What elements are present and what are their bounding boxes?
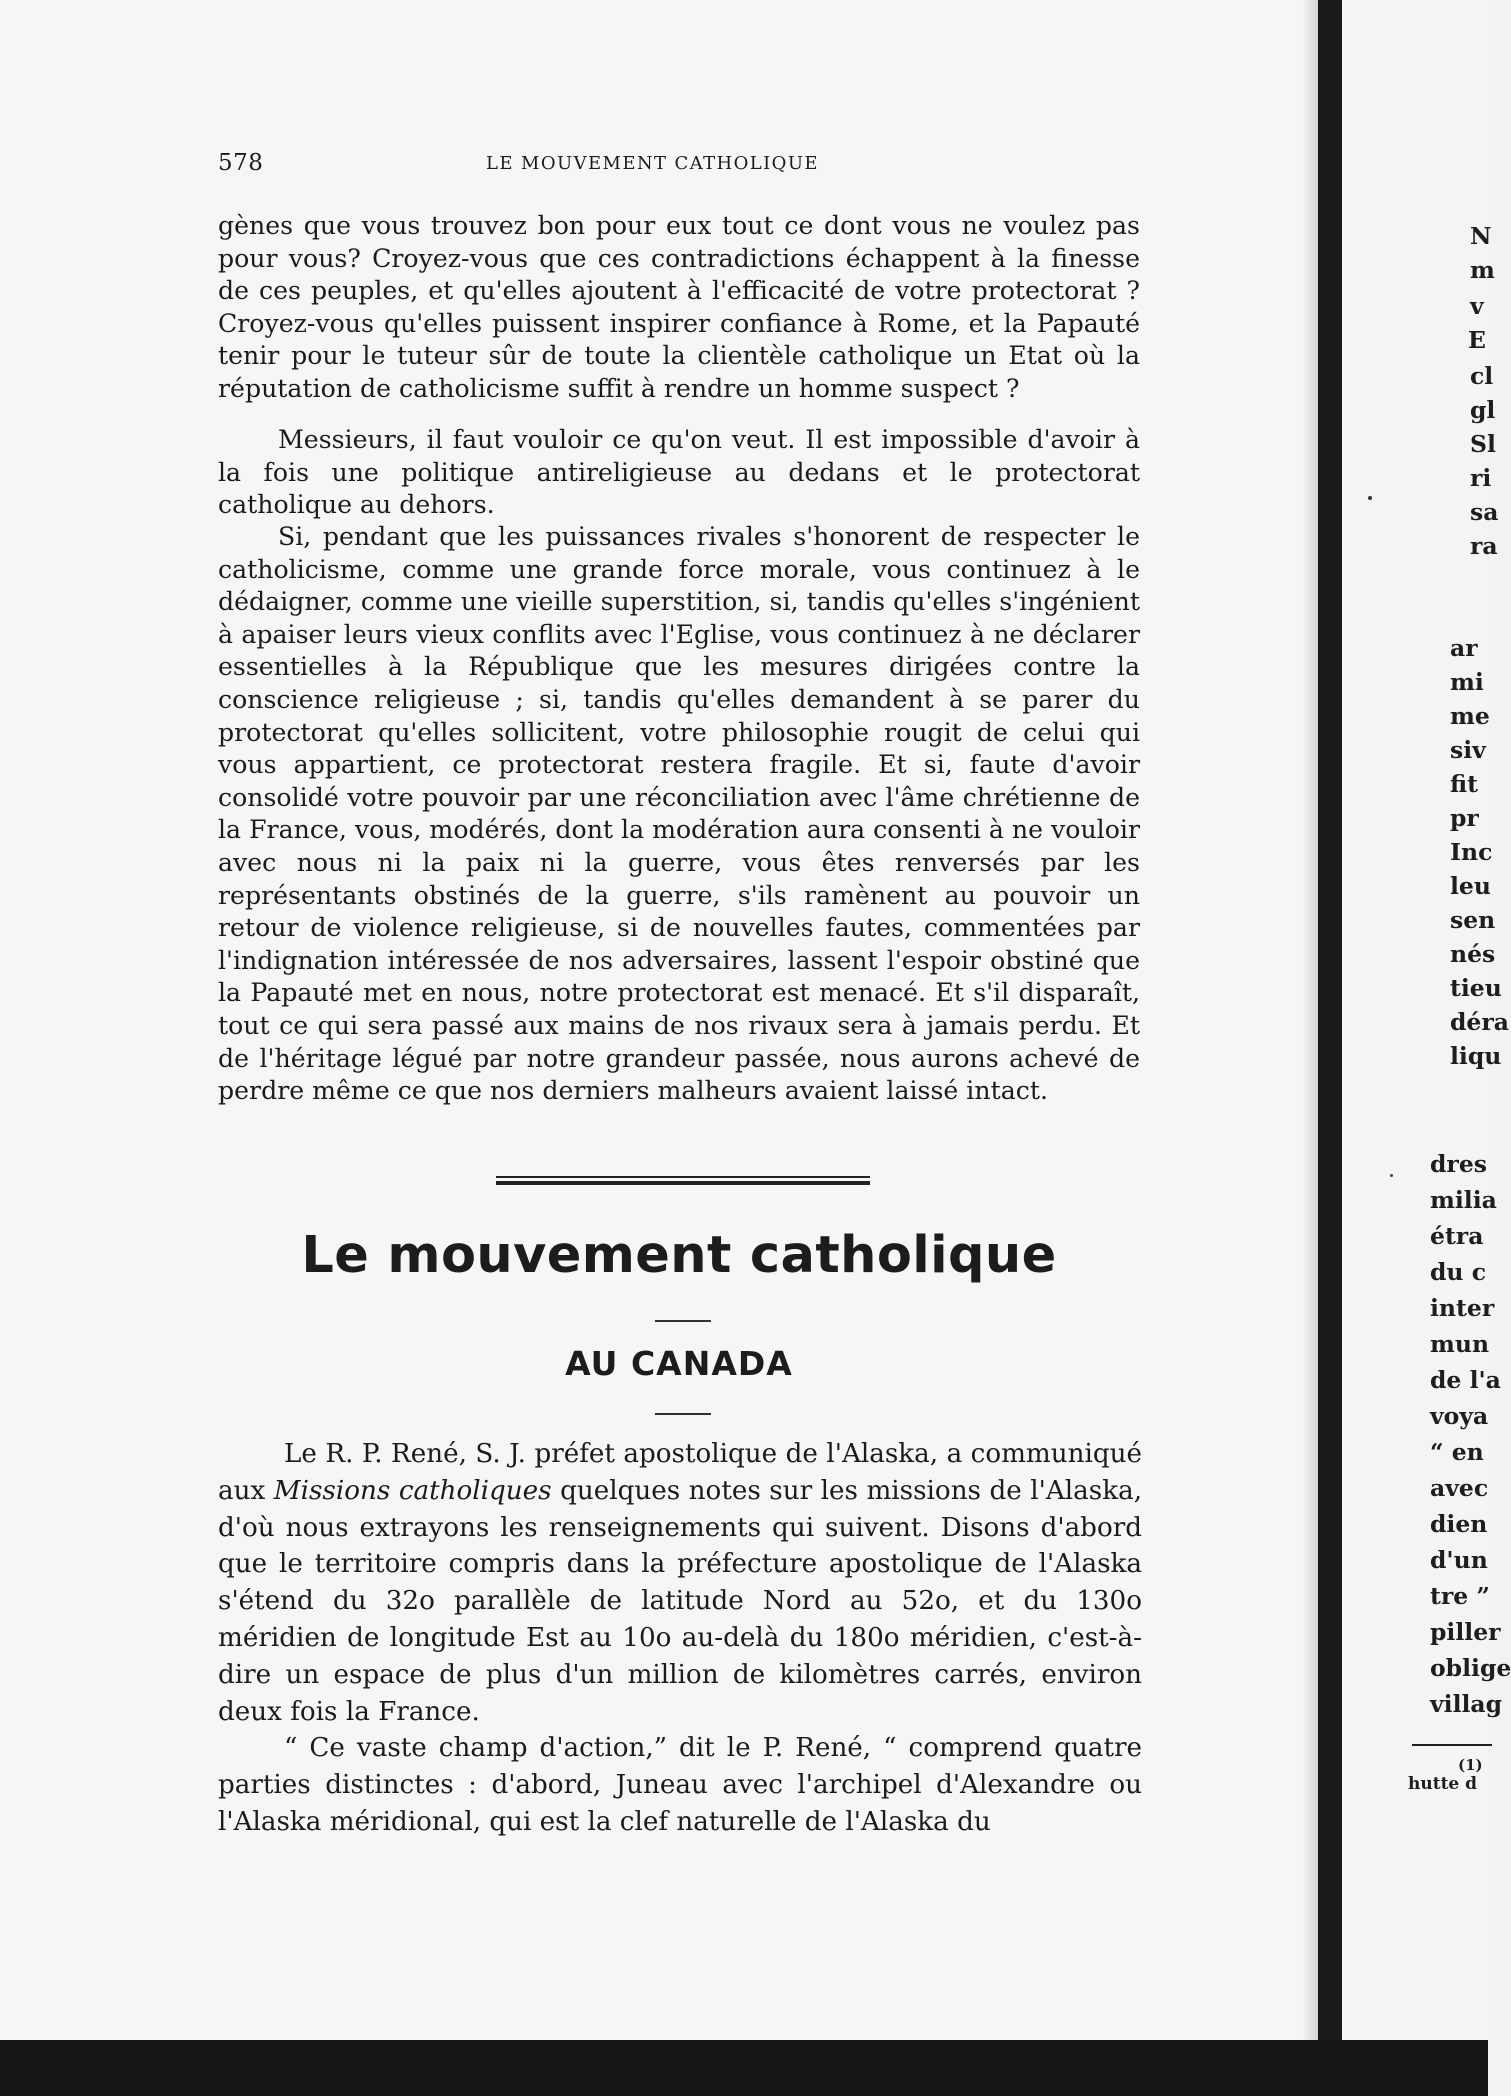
section-paragraph [218, 1436, 1142, 1730]
facing-fragment: m [1470, 256, 1495, 284]
facing-fragment: ra [1470, 532, 1498, 560]
running-title: LE MOUVEMENT CATHOLIQUE [486, 153, 819, 174]
facing-fragment: étra [1430, 1222, 1484, 1250]
facing-fragment: piller [1430, 1618, 1501, 1646]
facing-fragment: gl [1470, 396, 1496, 424]
running-head [218, 150, 1138, 184]
facing-fragment: Sl [1470, 430, 1496, 458]
scan-bottom-edge [0, 2040, 1488, 2096]
facing-fragment: Inc [1450, 838, 1493, 866]
facing-fragment: pr [1450, 804, 1479, 832]
print-speck [1368, 496, 1372, 500]
section-subtitle: AU CANADA [565, 1344, 793, 1383]
facing-page [1342, 0, 1511, 2060]
facing-fragment: déra [1450, 1008, 1509, 1036]
facing-fragment: mun [1430, 1330, 1490, 1358]
paragraph-text: Le R. P. René, S. J. préfet apostolique de l'Alaska, a communiqué aux [218, 1439, 1142, 1506]
facing-fragment: fit [1450, 770, 1478, 798]
subtitle-rule [655, 1413, 711, 1415]
facing-fragment: villag [1430, 1690, 1503, 1718]
page-curl-shadow [1303, 0, 1319, 2060]
facing-fragment: sen [1450, 906, 1496, 934]
facing-fragment: milia [1430, 1186, 1497, 1214]
facing-fragment: voya [1430, 1402, 1489, 1430]
facing-fragment: avec [1430, 1474, 1489, 1502]
facing-fragment: tieu [1450, 974, 1502, 1002]
facing-fragment: me [1450, 702, 1490, 730]
facing-footnote-marker: (1) [1458, 1756, 1483, 1774]
facing-fragment: d'un [1430, 1546, 1488, 1574]
facing-fragment: mi [1450, 668, 1484, 696]
facing-fragment: nés [1450, 940, 1496, 968]
facing-fragment: v [1470, 292, 1484, 320]
facing-fragment: N [1470, 222, 1492, 250]
body-paragraph: Messieurs, il faut vouloir ce qu'on veut. Il est impossible d'avoir à la fois une politique antireligieuse au dedans et le protectorat catholique au dehors. [218, 425, 1140, 520]
page-number: 578 [218, 150, 264, 176]
facing-fragment: dien [1430, 1510, 1488, 1538]
facing-fragment: tre ” [1430, 1582, 1490, 1610]
facing-fragment: oblige [1430, 1654, 1511, 1682]
facing-fragment: sa [1470, 498, 1499, 526]
facing-fragment: leu [1450, 872, 1491, 900]
facing-fragment: du c [1430, 1258, 1487, 1286]
section-paragraph: “ Ce vaste champ d'action,” dit le P. René, “ comprend quatre parties distinctes : d'abord, Juneau avec l'archipel d'Alexandre ou l'Alaska méridional, qui est la clef naturelle de l'Alaska du [218, 1733, 1142, 1837]
publication-title: Missions catholiques [273, 1475, 552, 1506]
book-gutter [1318, 0, 1342, 2060]
facing-fragment: ri [1470, 464, 1492, 492]
print-speck [1390, 1174, 1393, 1177]
section-title: Le mouvement catholique [301, 1226, 1057, 1285]
facing-fragment: liqu [1450, 1042, 1502, 1070]
body-paragraph: gènes que vous trouvez bon pour eux tout ce dont vous ne voulez pas pour vous? Croyez-vous que ces contradictions échappent à la finesse de ces peuples, et qu'elles ajoutent à l'efficacité de votre protectorat ? Croyez-vous qu'elles puissent inspirer confiance à Rome, et la Papauté tenir pour le tuteur sûr de toute la clientèle catholique un Etat où la réputation de catholicisme suffit à rendre un homme suspect ? [218, 211, 1140, 403]
paragraph-text: quelques notes sur les missions de l'Alaska, d'où nous extrayons les renseignements qui suivent. Disons d'abord que le territoire compris dans la préfecture apostolique de l'Alaska s'étend du 32o parallèle de latitude Nord au 52o, et du 130o méridien de longitude Est au 10o au-delà du 180o méridien, c'est-à-dire un espace de plus d'un million de kilomètres carrés, environ deux fois la France. [218, 1475, 1143, 1727]
facing-fragment: de l'a [1430, 1366, 1501, 1394]
body-paragraph: Si, pendant que les puissances rivales s'honorent de respecter le catholicisme, comme une grande force morale, vous continuez à le dédaigner, comme une vieille superstition, si, tandis qu'elles s'ingénient à apaiser leurs vieux conflits avec l'Eglise, vous continuez à ne déclarer essentielles à la République que les mesures dirigées contre la conscience religieuse ; si, tandis qu'elles demandent à se parer du protectorat qu'elles sollicitent, votre philosophie rougit de celui qui vous appartient, ce protectorat restera fragile. Et si, faute d'avoir consolidé votre pouvoir par une réconciliation avec l'âme chrétienne de la France, vous, modérés, dont la modération aura consenti à ne vouloir avec nous ni la paix ni la guerre, vous êtes renversés par les représentants obstinés de la guerre, s'ils ramènent au pouvoir un retour de violence religieuse, si de nouvelles fautes, commentées par l'indignation intéressée de nos adversaires, lassent l'espoir obstiné que la Papauté met en nous, notre protectorat est menacé. Et s'il disparaît, tout ce qui sera passé aux mains de nos rivaux sera à jamais perdu. Et de l'héritage légué par notre grandeur passée, nous aurons achevé de perdre même ce que nos derniers malheurs avaient laissé intact. [218, 522, 1140, 1106]
facing-footnote-fragment: hutte d [1408, 1774, 1478, 1794]
title-rule [655, 1320, 711, 1322]
facing-footnote-rule [1412, 1744, 1492, 1746]
facing-fragment: siv [1450, 736, 1486, 764]
facing-fragment: ar [1450, 634, 1478, 662]
facing-fragment: cl [1470, 362, 1494, 390]
facing-fragment: inter [1430, 1294, 1495, 1322]
section-divider [496, 1176, 870, 1185]
facing-fragment: E [1468, 326, 1486, 354]
facing-fragment: dres [1430, 1150, 1487, 1178]
facing-fragment: “ en [1430, 1438, 1484, 1466]
